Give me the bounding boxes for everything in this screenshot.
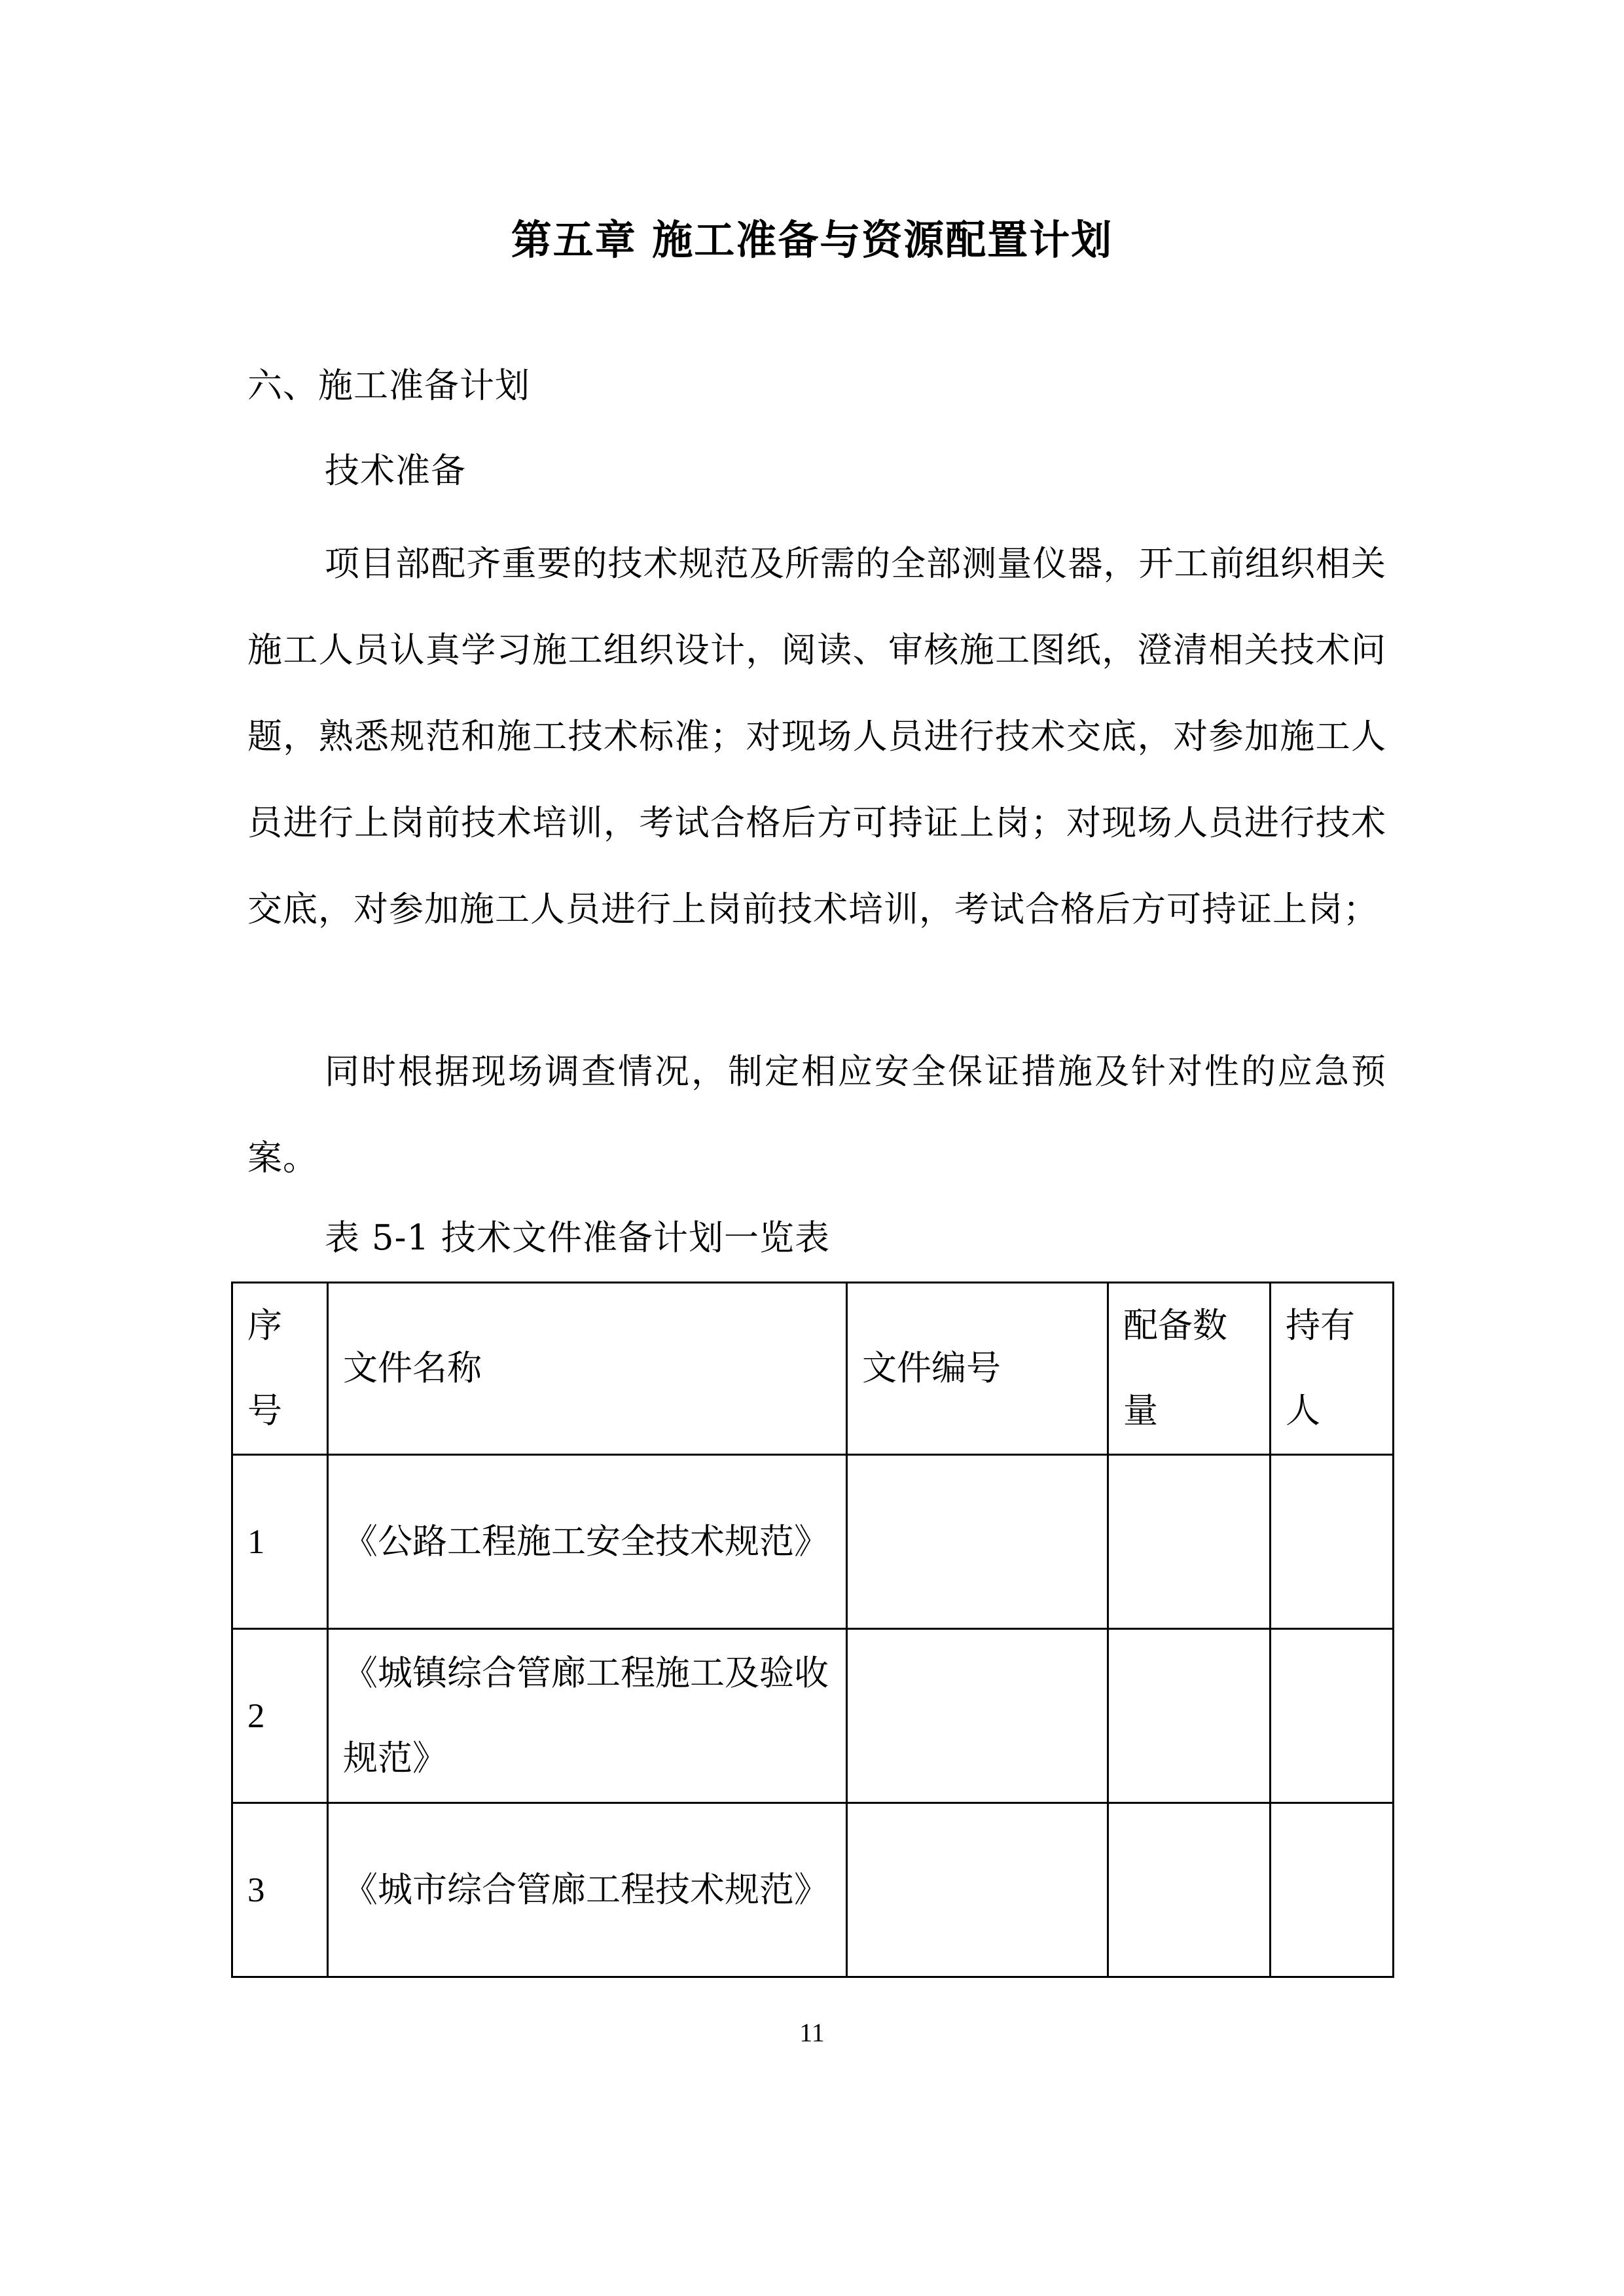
- cell-holder: [1271, 1629, 1394, 1803]
- cell-quantity: [1108, 1629, 1271, 1803]
- cell-file-code: [847, 1455, 1108, 1629]
- section-heading: 六、施工准备计划: [247, 366, 530, 406]
- paragraph-emergency-plan: 同时根据现场调查情况，制定相应安全保证措施及针对性的应急预案。: [247, 1052, 1386, 1178]
- page-number: 11: [799, 2018, 825, 2047]
- cell-file-code: [847, 1629, 1108, 1803]
- header-holder: 持有人: [1271, 1283, 1394, 1455]
- table-row: [232, 1629, 1394, 1803]
- table-row: [232, 1803, 1394, 1977]
- table-header-row: [232, 1283, 1394, 1455]
- cell-holder: [1271, 1455, 1394, 1629]
- table-caption: 表 5-1 技术文件准备计划一览表: [325, 1218, 831, 1258]
- cell-holder: [1271, 1803, 1394, 1977]
- technical-documents-table: [231, 1282, 1394, 1978]
- subsection-heading: 技术准备: [325, 451, 466, 491]
- cell-file-code: [847, 1803, 1108, 1977]
- cell-seq-no: 2: [232, 1629, 328, 1803]
- cell-file-name: 《城市综合管廊工程技术规范》: [328, 1803, 847, 1977]
- header-seq-no: 序号: [232, 1283, 328, 1455]
- header-file-name: 文件名称: [328, 1283, 847, 1455]
- cell-quantity: [1108, 1803, 1271, 1977]
- cell-seq-no: 1: [232, 1455, 328, 1629]
- paragraph-technical-preparation: 项目部配齐重要的技术规范及所需的全部测量仪器，开工前组织相关施工人员认真学习施工组织设计，阅读、审核施工图纸，澄清相关技术问题，熟悉规范和施工技术标准；对现场人员进行技术交底，对参加施工人员进行上岗前技术培训，考试合格后方可持证上岗；对现场人员进行技术交底，对参加施工人员进行上岗前技术培训，考试合格后方可持证上岗；: [247, 544, 1386, 929]
- chapter-title: 第五章 施工准备与资源配置计划: [511, 216, 1113, 264]
- table-row: [232, 1455, 1394, 1629]
- cell-seq-no: 3: [232, 1803, 328, 1977]
- header-file-code: 文件编号: [847, 1283, 1108, 1455]
- cell-quantity: [1108, 1455, 1271, 1629]
- cell-file-name: 《公路工程施工安全技术规范》: [328, 1455, 847, 1629]
- header-quantity: 配备数量: [1108, 1283, 1271, 1455]
- cell-file-name: 《城镇综合管廊工程施工及验收规范》: [328, 1629, 847, 1803]
